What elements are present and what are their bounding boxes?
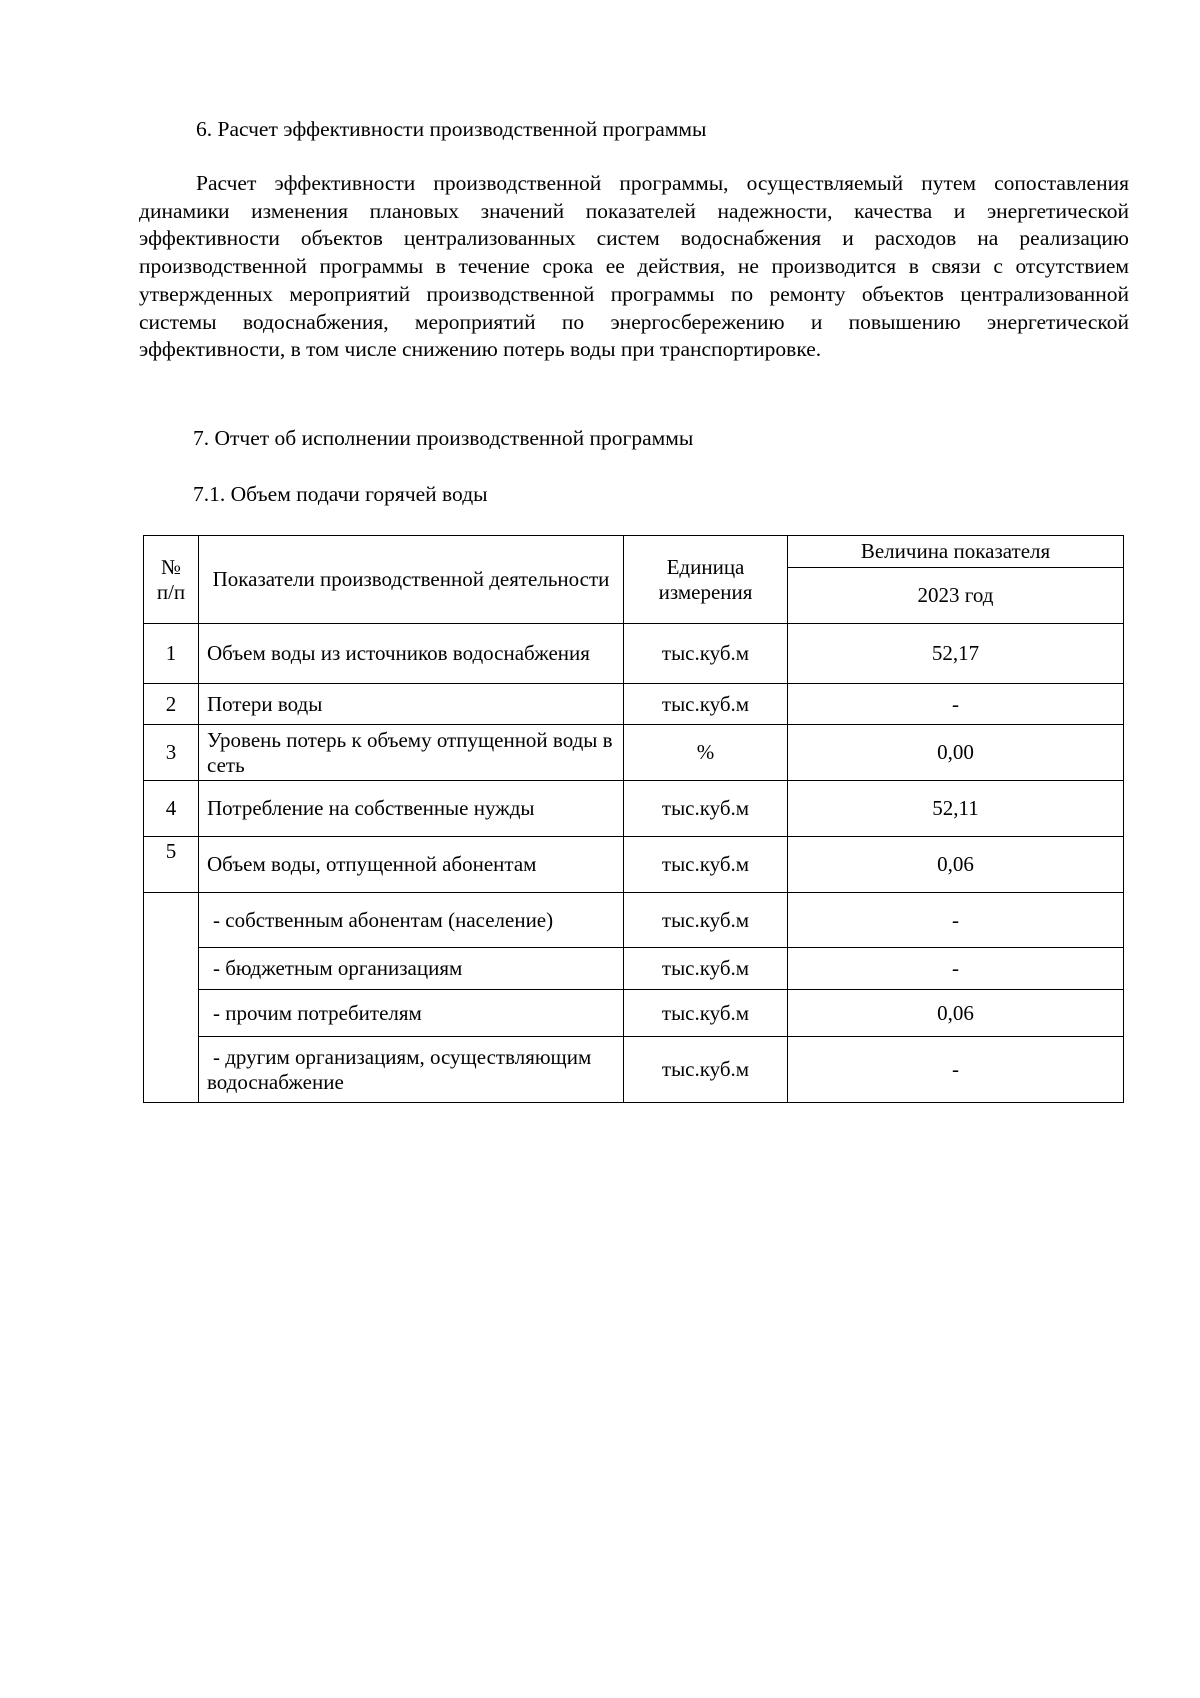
subrow-unit: тыс.куб.м — [624, 948, 788, 990]
row-indicator: Объем воды из источников водоснабжения — [199, 624, 624, 684]
row-indicator: Объем воды, отпущенной абонентам — [199, 837, 624, 893]
row-unit: тыс.куб.м — [624, 624, 788, 684]
row-indicator: Потребление на собственные нужды — [199, 781, 624, 837]
hot-water-supply-table — [143, 535, 1124, 1103]
row-value: - — [788, 684, 1124, 725]
row-unit: тыс.куб.м — [624, 837, 788, 893]
subrow-indicator — [199, 893, 624, 948]
header-number: № п/п — [144, 536, 199, 624]
row-number: 3 — [144, 725, 199, 781]
table-subrow — [144, 948, 1124, 990]
subrow-indicator-text: - прочим потребителям — [213, 1000, 422, 1025]
row-unit: % — [624, 725, 788, 781]
table-row — [144, 781, 1124, 837]
header-value-group: Величина показателя — [788, 536, 1124, 568]
table-row — [144, 837, 1124, 893]
subrow-value: - — [788, 1037, 1124, 1103]
subrow-value: - — [788, 948, 1124, 990]
header-year: 2023 год — [788, 568, 1124, 624]
section-6-heading: 6. Расчет эффективности производственной программы — [196, 117, 707, 141]
section-7-1-subheading: 7.1. Объем подачи горячей воды — [193, 482, 488, 506]
subrow-unit: тыс.куб.м — [624, 893, 788, 948]
table-subrow — [144, 1037, 1124, 1103]
row-number: 5 — [144, 837, 199, 893]
section-6-paragraph — [139, 170, 1129, 364]
subrow-indicator — [199, 948, 624, 990]
section-6-paragraph-text: Расчет эффективности производственной программы, осуществляемый путем сопоставления динамики изменения плановых значений показателей надежности, качества и энергетической эффективности объектов централизованных систем водоснабжения и расходов на реализацию производственной программы в течение срока ее действия, не производится в связи с отсутствием утвержденных мероприятий производственной программы по ремонту объектов централизованной системы водоснабжения, мероприятий по энергосбережению и повышению энергетической эффективности, в том числе снижению потерь воды при транспортировке. — [139, 171, 1129, 362]
row-unit: тыс.куб.м — [624, 684, 788, 725]
row-indicator: Уровень потерь к объему отпущенной воды в сеть — [199, 725, 624, 781]
table-row — [144, 725, 1124, 781]
subrow-indicator-text: - собственным абонентам (население) — [213, 907, 554, 932]
row-number: 1 — [144, 624, 199, 684]
table-row — [144, 684, 1124, 725]
row-value: 52,17 — [788, 624, 1124, 684]
row-number: 2 — [144, 684, 199, 725]
row-value: 0,00 — [788, 725, 1124, 781]
row-value: 52,11 — [788, 781, 1124, 837]
subrow-unit: тыс.куб.м — [624, 1037, 788, 1103]
header-unit: Единица измерения — [624, 536, 788, 624]
subrow-indicator-text: - бюджетным организациям — [213, 956, 463, 980]
subrow-indicator — [199, 1037, 624, 1103]
row-value: 0,06 — [788, 837, 1124, 893]
subrow-value: - — [788, 893, 1124, 948]
row-unit: тыс.куб.м — [624, 781, 788, 837]
subrow-unit: тыс.куб.м — [624, 990, 788, 1037]
subrow-indicator — [199, 990, 624, 1037]
subrow-number-empty — [144, 893, 199, 1103]
subrow-indicator-text: - другим организациям, осуществляющим водоснабжение — [207, 1044, 592, 1094]
table-subrow — [144, 893, 1124, 948]
row-indicator: Потери воды — [199, 684, 624, 725]
section-7-heading: 7. Отчет об исполнении производственной программы — [193, 426, 694, 450]
row-number: 4 — [144, 781, 199, 837]
header-indicator: Показатели производственной деятельности — [199, 536, 624, 624]
table-row — [144, 624, 1124, 684]
table-subrow — [144, 990, 1124, 1037]
subrow-value: 0,06 — [788, 990, 1124, 1037]
